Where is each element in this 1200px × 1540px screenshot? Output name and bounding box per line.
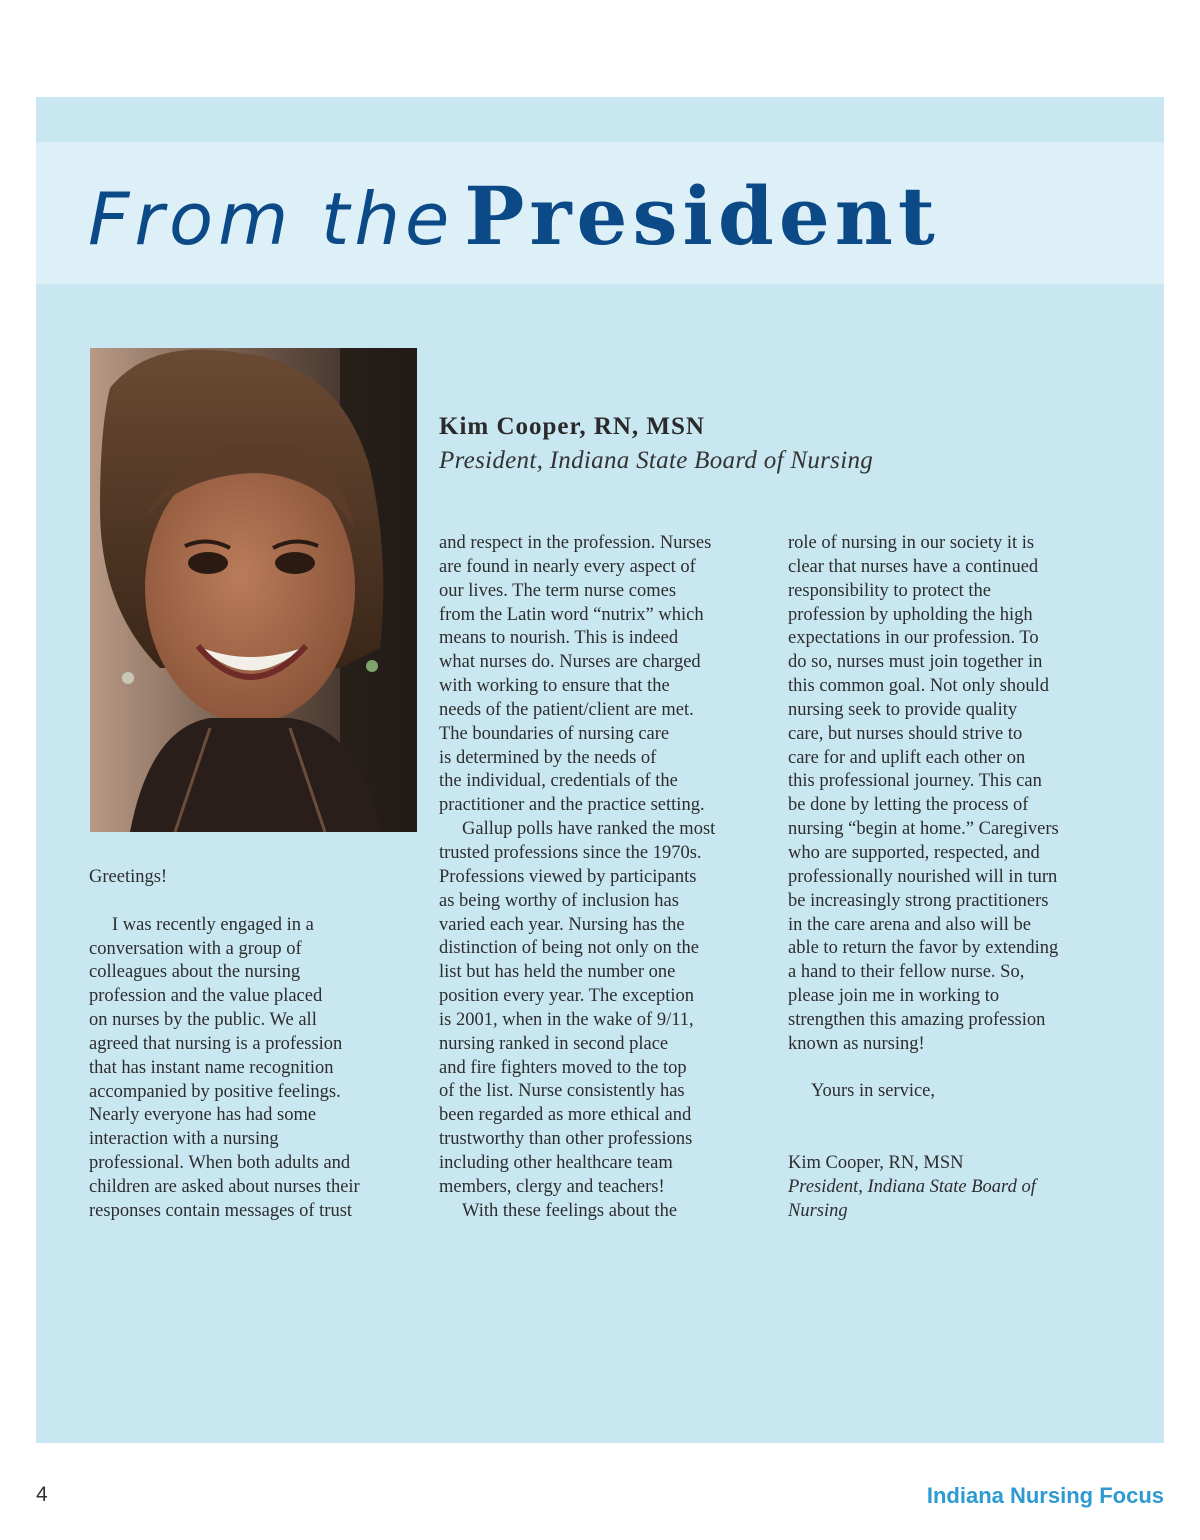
text-line: members, clergy and teachers! bbox=[439, 1176, 665, 1197]
text-line: care, but nurses should strive to bbox=[788, 723, 1023, 744]
text-line: the individual, credentials of the bbox=[439, 771, 678, 792]
text-line: including other healthcare team bbox=[439, 1152, 673, 1173]
text-line: and fire fighters moved to the top bbox=[439, 1057, 687, 1078]
text-line: accompanied by positive feelings. bbox=[89, 1081, 341, 1102]
text-line: distinction of being not only on the bbox=[439, 938, 700, 959]
text-line: are found in nearly every aspect of bbox=[439, 556, 696, 577]
text-line: nursing ranked in second place bbox=[439, 1033, 669, 1054]
text-line: be done by letting the process of bbox=[788, 795, 1029, 816]
text-line: do so, nurses must join together in bbox=[788, 652, 1043, 673]
title-bold-part: President bbox=[464, 169, 940, 263]
text-line: conversation with a group of bbox=[89, 938, 302, 959]
text-line: that has instant name recognition bbox=[89, 1057, 334, 1078]
author-name: Kim Cooper, RN, MSN bbox=[439, 413, 705, 440]
author-portrait-photo bbox=[90, 348, 417, 832]
text-line: please join me in working to bbox=[788, 986, 1000, 1007]
text-line: this common goal. Not only should bbox=[788, 676, 1050, 697]
text-line: trusted professions since the 1970s. bbox=[439, 842, 702, 863]
text-line: as being worthy of inclusion has bbox=[439, 890, 679, 911]
text-line: is determined by the needs of bbox=[439, 747, 657, 768]
text-line: With these feelings about the bbox=[462, 1200, 678, 1221]
text-line: this professional journey. This can bbox=[788, 771, 1042, 792]
text-line: clear that nurses have a continued bbox=[788, 556, 1039, 577]
text-line: means to nourish. This is indeed bbox=[439, 628, 679, 649]
text-line: professionally nourished will in turn bbox=[788, 866, 1058, 887]
text-line: trustworthy than other professions bbox=[439, 1129, 693, 1150]
page-number: 4 bbox=[36, 1483, 48, 1506]
text-line: be increasingly strong practitioners bbox=[788, 890, 1049, 911]
text-line: our lives. The term nurse comes bbox=[439, 580, 677, 601]
text-line: practitioner and the practice setting. bbox=[439, 795, 705, 816]
text-line: needs of the patient/client are met. bbox=[439, 699, 694, 720]
text-line: I was recently engaged in a bbox=[112, 914, 314, 935]
text-line: of the list. Nurse consistently has bbox=[439, 1081, 685, 1102]
text-line: with working to ensure that the bbox=[439, 676, 670, 697]
signature-role: President, Indiana State Board of bbox=[788, 1176, 1036, 1197]
text-line: able to return the favor by extending bbox=[788, 938, 1059, 959]
signature-name: Kim Cooper, RN, MSN bbox=[788, 1152, 964, 1173]
text-line: responsibility to protect the bbox=[788, 580, 991, 601]
text-line: agreed that nursing is a profession bbox=[89, 1033, 343, 1054]
text-line: professional. When both adults and bbox=[89, 1153, 351, 1174]
text-line: nursing seek to provide quality bbox=[788, 699, 1018, 720]
text-line: responses contain messages of trust bbox=[89, 1200, 353, 1221]
paragraph-gap bbox=[89, 890, 419, 914]
text-line: from the Latin word “nutrix” which bbox=[439, 604, 704, 625]
text-line: Professions viewed by participants bbox=[439, 866, 697, 887]
title-light-part: From the bbox=[88, 177, 455, 261]
text-line: strengthen this amazing profession bbox=[788, 1009, 1046, 1030]
text-line: position every year. The exception bbox=[439, 986, 694, 1007]
text-line: is 2001, when in the wake of 9/11, bbox=[439, 1009, 694, 1030]
text-line: list but has held the number one bbox=[439, 962, 676, 983]
author-role: President, Indiana State Board of Nursing bbox=[439, 447, 874, 474]
text-line: children are asked about nurses their bbox=[89, 1176, 360, 1197]
paragraph-gap bbox=[788, 1104, 1118, 1128]
publication-title: Indiana Nursing Focus bbox=[926, 1483, 1164, 1508]
article-column-1 bbox=[89, 866, 419, 1224]
text-line: Greetings! bbox=[89, 867, 168, 887]
text-line: Nearly everyone has had some bbox=[89, 1105, 317, 1126]
page-title bbox=[88, 169, 940, 263]
text-line: on nurses by the public. We all bbox=[89, 1010, 317, 1031]
text-line: who are supported, respected, and bbox=[788, 842, 1040, 863]
paragraph-gap bbox=[788, 1128, 1118, 1152]
text-line: role of nursing in our society it is bbox=[788, 533, 1035, 553]
text-line: a hand to their fellow nurse. So, bbox=[788, 962, 1025, 983]
text-line: nursing “begin at home.” Caregivers bbox=[788, 819, 1059, 840]
text-line: interaction with a nursing bbox=[89, 1129, 279, 1150]
text-line: Gallup polls have ranked the most bbox=[462, 819, 716, 840]
signature-role-continued: Nursing bbox=[788, 1200, 848, 1221]
article-column-2 bbox=[439, 532, 769, 1223]
closing-line: Yours in service, bbox=[811, 1081, 936, 1102]
text-line: The boundaries of nursing care bbox=[439, 723, 670, 744]
text-line: profession and the value placed bbox=[89, 986, 323, 1007]
author-byline bbox=[439, 410, 1139, 478]
text-line: profession by upholding the high bbox=[788, 604, 1033, 625]
text-line: in the care arena and also will be bbox=[788, 914, 1031, 935]
text-line: what nurses do. Nurses are charged bbox=[439, 652, 701, 673]
text-line: been regarded as more ethical and bbox=[439, 1105, 692, 1126]
article-column-3 bbox=[788, 532, 1118, 1223]
text-line: known as nursing! bbox=[788, 1033, 925, 1054]
text-line: care for and uplift each other on bbox=[788, 747, 1026, 768]
text-line: and respect in the profession. Nurses bbox=[439, 533, 712, 553]
text-line: colleagues about the nursing bbox=[89, 962, 301, 983]
paragraph-gap bbox=[788, 1057, 1118, 1081]
text-line: varied each year. Nursing has the bbox=[439, 914, 685, 935]
text-line: expectations in our profession. To bbox=[788, 628, 1039, 649]
